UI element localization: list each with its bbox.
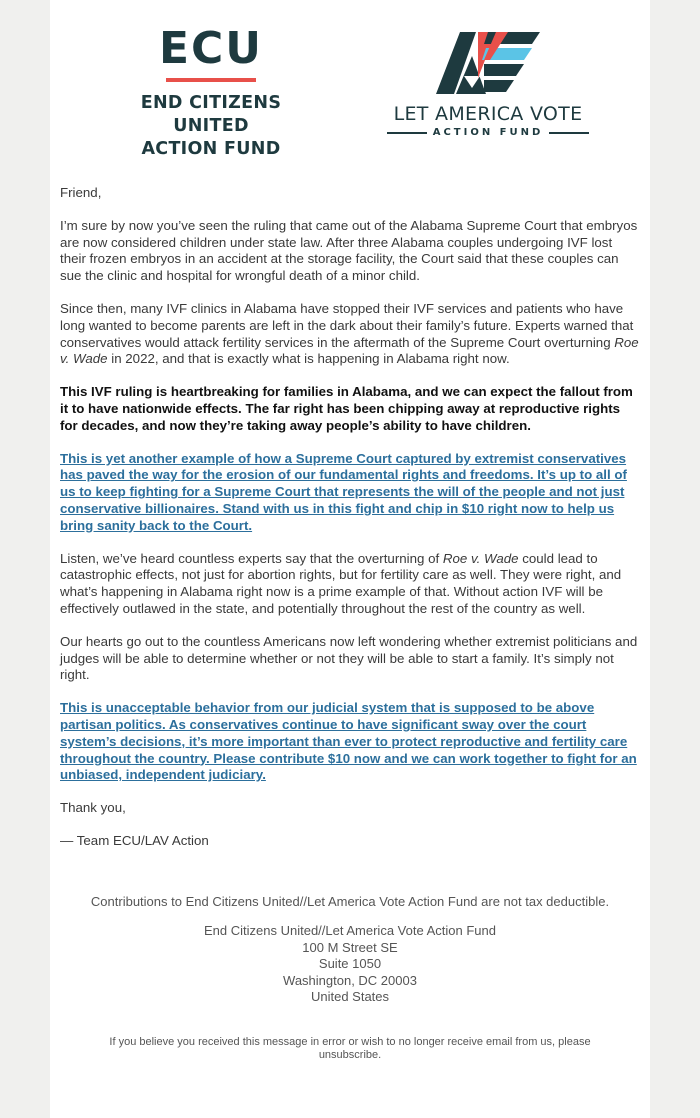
paragraph-2-text: Since then, many IVF clinics in Alabama have stopped their IVF services and patients who have long wanted to become parents are left in the dark about their family’s future. Experts warned that conservatives would attack fertility services in the aftermath of the Supreme Court overturning: [60, 300, 634, 350]
case-name: Roe v. Wade: [442, 550, 519, 566]
address-city: Washington, DC 20003: [283, 972, 417, 988]
ecu-logo-line1: END CITIZENS UNITED: [140, 93, 282, 136]
email-body: [50, 0, 650, 1118]
signoff: Thank you,: [60, 800, 126, 816]
paragraph-3-text: Listen, we’ve heard countless experts say that the overturning of: [60, 550, 443, 566]
tax-disclaimer: Contributions to End Citizens United//Let America Vote Action Fund are not tax deductible.: [90, 893, 610, 909]
address-country: United States: [310, 989, 390, 1005]
unsubscribe-notice[interactable]: If you believe you received this message in error or wish to no longer receive email from us, please unsubscribe.: [109, 1035, 591, 1062]
paragraph-2: [60, 301, 640, 368]
donate-link-1[interactable]: This is yet another example of how a Supreme Court captured by extremist conservatives has paved the way for the erosion of our fundamental rights and freedoms. It’s up to all of us to keep fighting for a Supreme Court that represents the will of the people and not just conservative billionaires. Stand with us in this fight and chip in $10 right now to help us bring sanity back to the Court.: [60, 450, 627, 533]
address-street: 100 M Street SE: [302, 939, 398, 955]
bold-paragraph: This IVF ruling is heartbreaking for families in Alabama, and we can expect the fallout from it to have nationwide effects. The far right has been chipping away at reproductive rights for decades, and now they’re taking away people’s ability to have children.: [60, 384, 633, 433]
ecu-logo-red-bar: [166, 78, 256, 82]
lav-logo-line1: LET AMERICA VOTE: [393, 103, 583, 125]
lav-star-flag-icon: [428, 26, 548, 96]
lav-logo-line2: ACTION FUND: [432, 127, 544, 138]
lav-logo-subtitle: [368, 127, 608, 138]
ecu-logo-line2: ACTION FUND: [141, 139, 281, 159]
paragraph-4: Our hearts go out to the countless Americans now left wondering whether extremist politicians and judges will be able to determine whether or not they will be able to start a family. It’s simply not right.: [60, 633, 638, 683]
paragraph-2-text-end: in 2022, and that is exactly what is happening in Alabama right now.: [107, 351, 510, 367]
donate-link-paragraph-1: [60, 451, 640, 535]
header-logos: [50, 0, 650, 165]
donate-link-2[interactable]: This is unacceptable behavior from our judicial system that is supposed to be above partisan politics. As conservatives continue to have significant sway over the court system’s decisions, it’s more important than ever to protect reproductive and fertility care throughout the country. Please contribute $10 now and we can work together to fight for an unbiased, independent judiciary.: [60, 700, 637, 783]
paragraph-3: [60, 551, 640, 618]
greeting: Friend,: [60, 185, 102, 200]
signature: — Team ECU/LAV Action: [60, 832, 209, 848]
donate-link-paragraph-2: [60, 700, 640, 784]
case-name: Roe v. Wade: [60, 334, 639, 367]
mailing-address: [60, 923, 640, 1006]
address-suite: Suite 1050: [318, 956, 382, 972]
email-content: [50, 165, 650, 850]
paragraph-1: I’m sure by now you’ve seen the ruling that came out of the Alabama Supreme Court that embryos are now considered children under state law. After three Alabama couples undergoing IVF lost their frozen embryos in an accident at the storage facility, the Court said that these couples can sue the clinic and hospital for wrongful death of a minor child.: [60, 217, 638, 284]
divider: [387, 132, 427, 134]
address-org: End Citizens United//Let America Vote Action Fund: [204, 923, 496, 939]
paragraph-3-text-end: could lead to catastrophic effects, not just for abortion rights, but for fertility care as well. They were right, and what’s happening in Alabama right now is a prime example of that. Without action IVF will be effectively outlawed in the state, and potentially throughout the rest of the country as well.: [60, 550, 622, 616]
lav-logo[interactable]: [368, 26, 608, 138]
ecu-logo[interactable]: [108, 24, 314, 161]
divider: [549, 132, 589, 134]
email-footer: [50, 866, 650, 1063]
ecu-logo-mark: ECU: [158, 23, 264, 74]
